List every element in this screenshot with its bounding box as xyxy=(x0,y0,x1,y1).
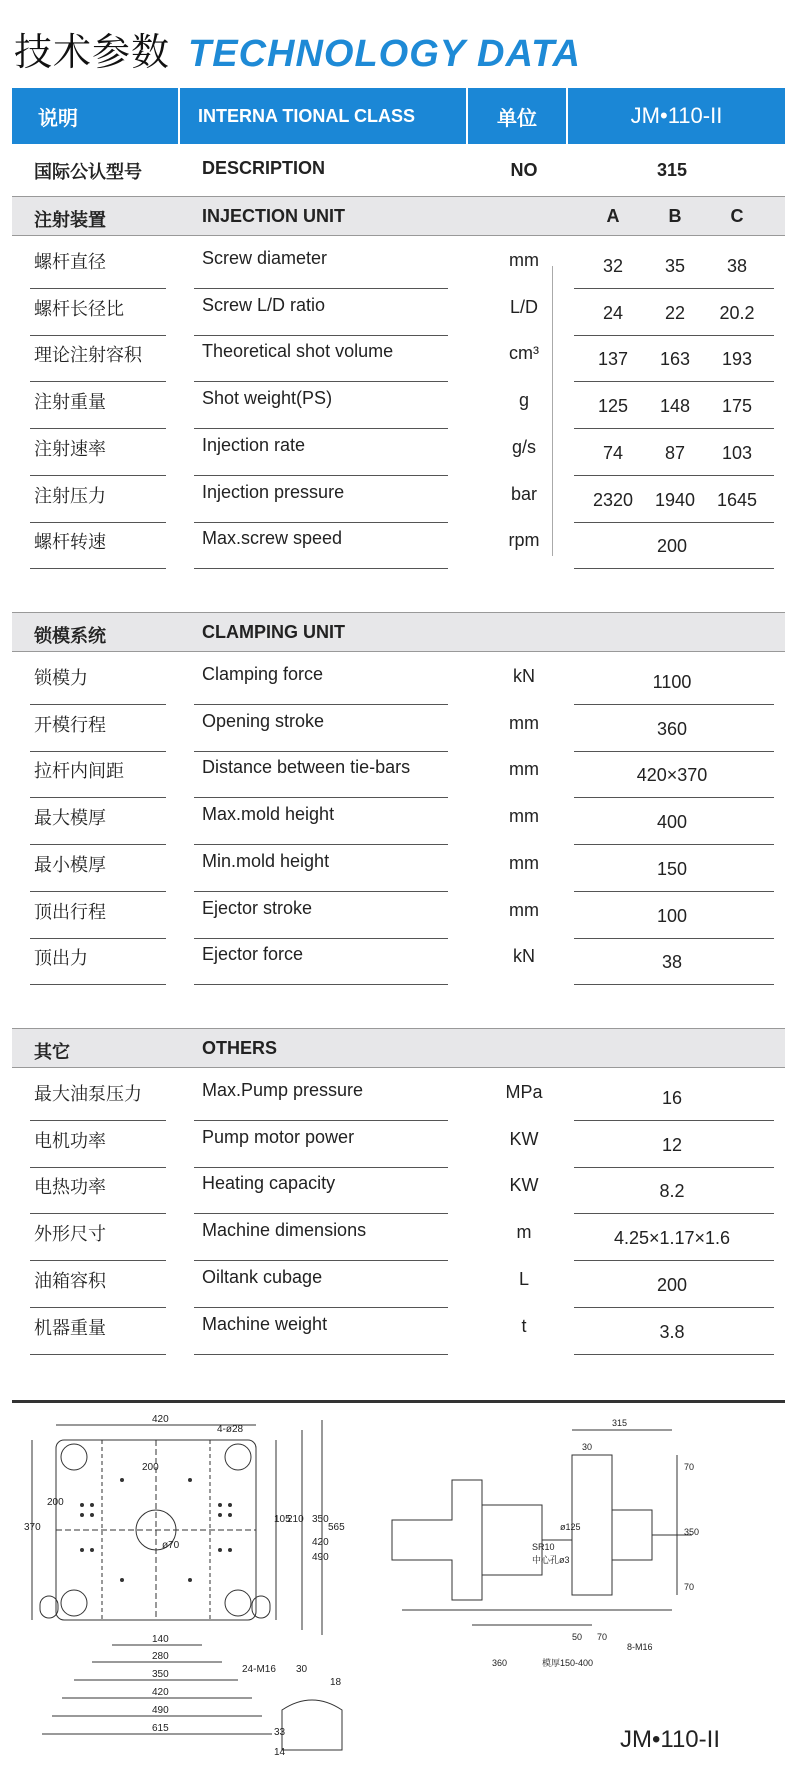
row-divider xyxy=(194,568,448,569)
row-value: 150 xyxy=(656,858,688,879)
table-row xyxy=(12,701,785,753)
row-value: 1100 xyxy=(652,672,692,692)
row-unit: mm xyxy=(509,712,539,733)
desc-en: DESCRIPTION xyxy=(202,158,326,178)
row-value-a: 32 xyxy=(602,256,624,276)
dimension-label: 33 xyxy=(274,1727,286,1738)
desc-cn: 国际公认型号 xyxy=(34,162,142,183)
row-label-en: Ejector force xyxy=(202,944,304,965)
section-others-en: OTHERS xyxy=(202,1038,278,1058)
row-label-en: Screw diameter xyxy=(202,248,328,268)
row-value-a: 137 xyxy=(597,349,629,370)
row-value: 200 xyxy=(656,1274,688,1295)
row-value: 3.8 xyxy=(659,1321,685,1342)
tie-bar-hole xyxy=(225,1444,251,1470)
row-unit: MPa xyxy=(505,1082,543,1102)
table-row xyxy=(12,841,785,893)
row-label-cn: 注射速率 xyxy=(34,438,106,460)
row-value-c: 1645 xyxy=(716,489,758,510)
section-clamping-en: CLAMPING UNIT xyxy=(202,622,345,642)
dimension-label: 280 xyxy=(152,1651,169,1662)
row-divider xyxy=(30,984,166,985)
row-label-en: Pump motor power xyxy=(202,1126,355,1147)
dimension-label: 420 xyxy=(152,1687,169,1698)
dimension-label: 350 xyxy=(684,1527,700,1537)
row-unit: mm xyxy=(509,250,539,270)
table-row xyxy=(12,331,785,383)
row-label-cn: 螺杆直径 xyxy=(34,252,106,273)
table-row xyxy=(12,1304,785,1356)
row-divider xyxy=(194,984,448,985)
dimension-label: 370 xyxy=(24,1522,41,1533)
platen-drawing xyxy=(32,1420,342,1750)
row-unit: mm xyxy=(509,852,539,873)
tie-bar-hole xyxy=(61,1444,87,1470)
table-row xyxy=(12,378,785,430)
row-divider xyxy=(30,568,166,569)
dimension-label: SR10 xyxy=(532,1542,555,1552)
row-label-cn: 最大油泵压力 xyxy=(34,1084,142,1105)
dimension-label: 200 xyxy=(142,1462,159,1473)
tie-bar-hole xyxy=(61,1590,87,1616)
row-label-cn: 电机功率 xyxy=(34,1130,106,1152)
row-value-b: 1940 xyxy=(654,489,696,510)
row-unit: kN xyxy=(513,666,535,686)
row-value-a: 125 xyxy=(597,396,629,417)
row-label-en: Injection pressure xyxy=(202,481,345,502)
row-label-en: Clamping force xyxy=(202,664,324,684)
row-label-en: Ejector stroke xyxy=(202,897,313,918)
row-label-en: Shot weight(PS) xyxy=(202,388,333,409)
row-label-en: Max.Pump pressure xyxy=(202,1080,364,1100)
row-value: 8.2 xyxy=(659,1181,685,1202)
row-value: 38 xyxy=(661,952,683,973)
section-injection xyxy=(12,196,785,236)
row-value-a: 24 xyxy=(602,302,624,323)
row-label-cn: 理论注射容积 xyxy=(34,345,142,367)
dimension-label: 30 xyxy=(296,1664,308,1675)
dimension-label: ø70 xyxy=(162,1540,180,1551)
row-unit: g xyxy=(518,390,529,411)
dimension-label: 模厚150-400 xyxy=(542,1658,594,1668)
desc-unit: NO xyxy=(510,160,538,180)
row-unit: rpm xyxy=(508,530,540,551)
row-label-en: Max.mold height xyxy=(202,804,335,825)
row-value: 16 xyxy=(661,1088,683,1108)
row-label-en: Opening stroke xyxy=(202,710,325,731)
row-label-cn: 最小模厚 xyxy=(34,854,106,876)
table-row xyxy=(12,1070,785,1122)
row-value-b: 148 xyxy=(659,396,691,417)
row-label-cn: 注射压力 xyxy=(34,485,106,507)
row-value-b: 22 xyxy=(664,302,686,323)
row-label-cn: 拉杆内间距 xyxy=(34,761,124,783)
row-label-en: Max.screw speed xyxy=(202,528,343,549)
table-row xyxy=(12,888,785,940)
side-view-drawing xyxy=(392,1430,695,1625)
dimension-label: 105 xyxy=(274,1514,291,1525)
row-unit: mm xyxy=(509,759,539,780)
row-label-cn: 注射重量 xyxy=(34,392,106,414)
row-label-cn: 螺杆转速 xyxy=(34,532,106,554)
row-unit: bar xyxy=(510,483,537,504)
row-unit: KW xyxy=(509,1128,539,1149)
row-unit: t xyxy=(521,1315,527,1336)
table-row xyxy=(12,285,785,337)
row-unit: cm³ xyxy=(509,343,539,364)
row-value-a: 74 xyxy=(602,442,624,463)
row-value-b: 35 xyxy=(664,256,686,276)
row-label-en: Screw L/D ratio xyxy=(202,294,326,315)
row-value: 420×370 xyxy=(636,765,708,786)
header-col-desc: 说明 xyxy=(12,88,180,144)
row-label-en: Injection rate xyxy=(202,434,306,455)
dimension-label: 200 xyxy=(47,1497,64,1508)
row-label-cn: 油箱容积 xyxy=(34,1270,106,1292)
dimension-label: 350 xyxy=(152,1669,169,1680)
row-value: 400 xyxy=(656,812,688,833)
row-divider xyxy=(194,1354,448,1355)
dimension-label: 490 xyxy=(312,1552,329,1563)
row-value-c: 20.2 xyxy=(719,302,755,323)
description-row xyxy=(12,146,785,194)
row-value-c: 103 xyxy=(721,442,753,463)
section-injection-en: INJECTION UNIT xyxy=(202,206,346,226)
dimension-label: 4-ø28 xyxy=(217,1424,244,1435)
header-col-unit: 单位 xyxy=(468,88,568,144)
dimension-label: 350 xyxy=(312,1514,329,1525)
row-label-cn: 最大模厚 xyxy=(34,808,106,830)
table-end-line xyxy=(12,1400,785,1403)
row-value: 100 xyxy=(656,905,688,926)
desc-value: 315 xyxy=(656,160,688,180)
col-a-label: A xyxy=(606,206,620,226)
technical-drawing xyxy=(12,1410,785,1770)
dimension-label: 420 xyxy=(312,1537,329,1548)
row-label-en: Machine dimensions xyxy=(202,1220,367,1241)
model-label: JM•110-II xyxy=(620,1726,720,1753)
dimension-label: 8-M16 xyxy=(627,1642,653,1652)
section-injection-cn: 注射装置 xyxy=(34,210,106,231)
row-unit: kN xyxy=(513,946,535,967)
row-divider xyxy=(30,1354,166,1355)
row-value-b: 163 xyxy=(659,349,691,370)
row-label-cn: 螺杆长径比 xyxy=(34,298,124,320)
dimension-label: 615 xyxy=(152,1723,169,1734)
dimension-label: 18 xyxy=(330,1677,342,1688)
table-row xyxy=(12,472,785,524)
row-label-en: Distance between tie-bars xyxy=(202,757,411,778)
title-en: TECHNOLOGY DATA xyxy=(188,33,581,75)
section-others xyxy=(12,1028,785,1068)
dimension-label: ø125 xyxy=(560,1522,581,1532)
row-divider xyxy=(574,1354,774,1355)
row-unit: g/s xyxy=(511,436,536,457)
row-unit: KW xyxy=(509,1175,539,1196)
row-divider xyxy=(574,568,774,569)
row-label-en: Theoretical shot volume xyxy=(202,341,394,362)
row-value-a: 2320 xyxy=(592,489,634,510)
row-label-cn: 外形尺寸 xyxy=(34,1224,106,1246)
row-value-b: 87 xyxy=(664,442,686,463)
dimension-label: 50 xyxy=(572,1632,583,1642)
dimension-label: 24-M16 xyxy=(242,1664,276,1675)
dimension-label: 140 xyxy=(152,1634,169,1645)
row-label-cn: 锁模力 xyxy=(34,668,88,689)
title-cn: 技术参数 xyxy=(14,30,171,74)
row-label-en: Machine weight xyxy=(202,1313,328,1334)
table-row xyxy=(12,238,785,290)
table-row xyxy=(12,794,785,846)
dimension-label: 中心孔ø3 xyxy=(532,1555,570,1565)
dimension-label: 210 xyxy=(287,1514,304,1525)
row-value-c: 175 xyxy=(721,396,753,417)
row-value: 360 xyxy=(656,718,688,739)
section-others-cn: 其它 xyxy=(34,1042,70,1063)
table-row xyxy=(12,1117,785,1169)
row-unit: m xyxy=(516,1222,532,1243)
section-clamping-cn: 锁模系统 xyxy=(34,626,106,647)
table-header xyxy=(12,88,785,144)
section-clamping xyxy=(12,612,785,652)
dimension-label: 360 xyxy=(492,1658,508,1668)
table-row xyxy=(12,654,785,706)
row-value: 4.25×1.17×1.6 xyxy=(613,1228,731,1249)
table-row xyxy=(12,425,785,477)
row-label-en: Oiltank cubage xyxy=(202,1266,323,1287)
table-row xyxy=(12,934,785,986)
dimension-label: 30 xyxy=(582,1442,593,1452)
row-value: 12 xyxy=(661,1134,683,1155)
header-col-model: JM•110-II xyxy=(568,88,785,144)
row-label-cn: 开模行程 xyxy=(34,714,106,736)
header-col-class: INTERNA TIONAL CLASS xyxy=(180,88,468,144)
table-row xyxy=(12,518,785,570)
row-label-cn: 机器重量 xyxy=(34,1317,106,1339)
table-row xyxy=(12,1210,785,1262)
col-b-label: B xyxy=(668,206,682,226)
col-c-label: C xyxy=(730,206,744,226)
row-value-c: 38 xyxy=(726,256,748,276)
dimension-label: 14 xyxy=(274,1747,286,1758)
dimension-label: 70 xyxy=(597,1632,608,1642)
row-value-c: 193 xyxy=(721,349,753,370)
row-label-cn: 顶出行程 xyxy=(34,901,106,923)
table-row xyxy=(12,1257,785,1309)
dimension-label: 565 xyxy=(328,1522,345,1533)
dimension-label: 490 xyxy=(152,1705,169,1716)
dimension-label: 420 xyxy=(152,1414,169,1425)
dimension-label: 70 xyxy=(684,1462,695,1472)
row-unit: mm xyxy=(509,899,539,920)
table-row xyxy=(12,1163,785,1215)
row-value: 200 xyxy=(656,536,688,557)
row-label-en: Min.mold height xyxy=(202,850,330,871)
row-unit: mm xyxy=(509,806,539,827)
table-row xyxy=(12,747,785,799)
dimension-label: 70 xyxy=(684,1582,695,1592)
row-unit: L xyxy=(518,1268,529,1289)
row-label-cn: 电热功率 xyxy=(34,1177,106,1199)
dimension-label: 315 xyxy=(612,1418,628,1428)
row-label-en: Heating capacity xyxy=(202,1173,336,1194)
page-title xyxy=(14,20,581,76)
row-label-cn: 顶出力 xyxy=(34,948,88,970)
row-unit: L/D xyxy=(509,296,538,317)
row-divider xyxy=(574,984,774,985)
tie-bar-hole xyxy=(225,1590,251,1616)
